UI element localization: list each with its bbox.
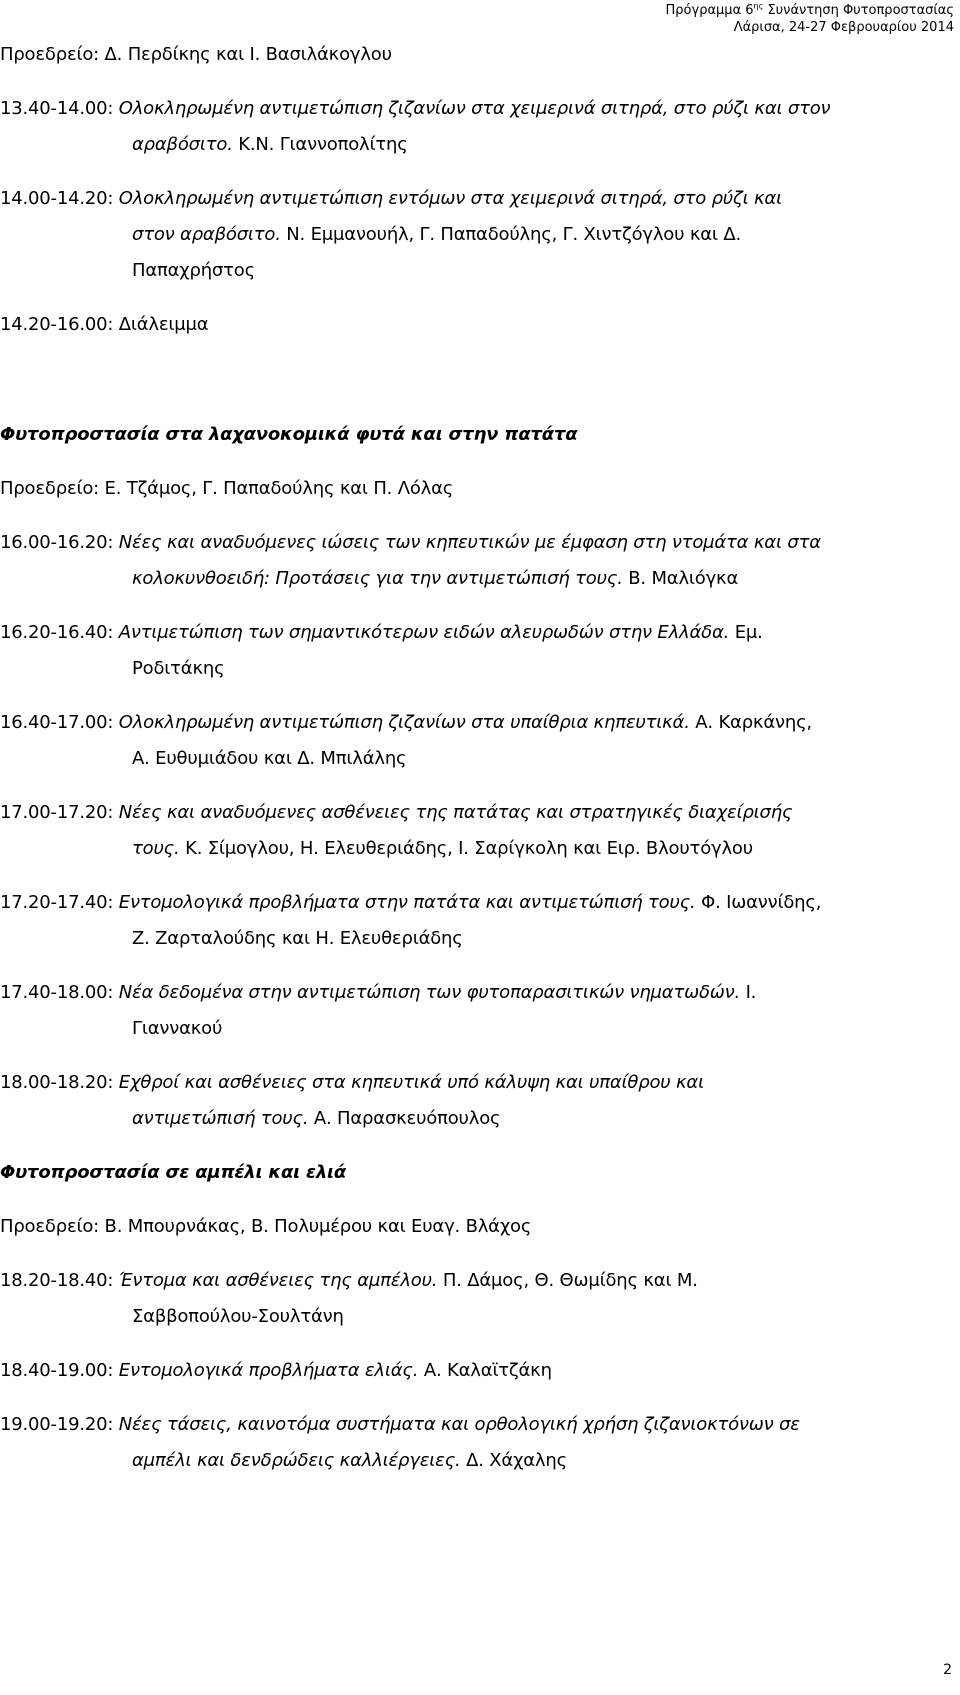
talk-6-cont: τους. Κ. Σίμογλου, Η. Ελευθεριάδης, Ι. Σαρίγκολη και Ειρ. Βλουτόγλου (132, 838, 753, 859)
talk-2-authors: Παπαχρήστος (132, 260, 255, 281)
talk-9: 18.00-18.20: Εχθροί και ασθένειες στα κηπευτικά υπό κάλυψη και υπαίθρου και (0, 1072, 704, 1093)
talk-1-cont: αραβόσιτο. Κ.Ν. Γιαννοπολίτης (132, 134, 408, 155)
header-line-2: Λάρισα, 24-27 Φεβρουαρίου 2014 (733, 20, 954, 35)
talk-9-cont: αντιμετώπισή τους. Α. Παρασκευόπουλος (132, 1108, 501, 1129)
page-number: 2 (943, 1662, 952, 1678)
talk-4-authors: Ροδιτάκης (132, 658, 225, 679)
chair-2: Προεδρείο: Ε. Τζάμος, Γ. Παπαδούλης και Π. Λόλας (0, 478, 454, 499)
talk-12: 19.00-19.20: Νέες τάσεις, καινοτόμα συστήματα και ορθολογική χρήση ζιζανιοκτόνων σε (0, 1414, 800, 1435)
talk-5-authors: Α. Ευθυμιάδου και Δ. Μπιλάλης (132, 748, 407, 769)
talk-7: 17.20-17.40: Εντομολογικά προβλήματα στην πατάτα και αντιμετώπισή τους. Φ. Ιωαννίδης, (0, 892, 822, 913)
talk-4: 16.20-16.40: Αντιμετώπιση των σημαντικότερων ειδών αλευρωδών στην Ελλάδα. Εμ. (0, 622, 763, 643)
talk-2-cont: στον αραβόσιτο. Ν. Εμμανουήλ, Γ. Παπαδούλης, Γ. Χιντζόγλου και Δ. (132, 224, 741, 245)
talk-7-authors: Ζ. Ζαρταλούδης και Η. Ελευθεριάδης (132, 928, 463, 949)
talk-6: 17.00-17.20: Νέες και αναδυόμενες ασθένειες της πατάτας και στρατηγικές διαχείρισής (0, 802, 793, 823)
talk-3-cont: κολοκυνθοειδή: Προτάσεις για την αντιμετώπισή τους. Β. Μαλιόγκα (132, 568, 739, 589)
section-heading-vegetables: Φυτοπροστασία στα λαχανοκομικά φυτά και στην πατάτα (0, 424, 578, 445)
break: 14.20-16.00: Διάλειμμα (0, 314, 209, 335)
header-line-1: Πρόγραμμα $6^{\eta\varsigma}$ Συνάντηση Φυτοπροστασίας (665, 1, 954, 18)
running-header (666, 2, 954, 36)
talk-5: 16.40-17.00: Ολοκληρωμένη αντιμετώπιση ζιζανίων στα υπαίθρια κηπευτικά. Α. Καρκάνης, (0, 712, 812, 733)
talk-2: 14.00-14.20: Ολοκληρωμένη αντιμετώπιση εντόμων στα χειμερινά σιτηρά, στο ρύζι και (0, 188, 782, 209)
section-heading-vine-olive: Φυτοπροστασία σε αμπέλι και ελιά (0, 1162, 347, 1183)
talk-8-authors: Γιαννακού (132, 1018, 223, 1039)
chair-1: Προεδρείο: Δ. Περδίκης και Ι. Βασιλάκογλου (0, 44, 392, 65)
chair-3: Προεδρείο: Β. Μπουρνάκας, Β. Πολυμέρου και Ευαγ. Βλάχος (0, 1216, 532, 1237)
talk-10: 18.20-18.40: Έντομα και ασθένειες της αμπέλου. Π. Δάμος, Θ. Θωμίδης και Μ. (0, 1270, 698, 1291)
talk-12-cont: αμπέλι και δενδρώδεις καλλιέργειες. Δ. Χάχαλης (132, 1450, 567, 1471)
talk-3: 16.00-16.20: Νέες και αναδυόμενες ιώσεις των κηπευτικών με έμφαση στη ντομάτα και στα (0, 532, 821, 553)
talk-10-authors: Σαββοπούλου-Σουλτάνη (132, 1306, 344, 1327)
talk-11: 18.40-19.00: Εντομολογικά προβλήματα ελιάς. Α. Καλαϊτζάκη (0, 1360, 552, 1381)
talk-1: 13.40-14.00: Ολοκληρωμένη αντιμετώπιση ζιζανίων στα χειμερινά σιτηρά, στο ρύζι και στον (0, 98, 831, 119)
talk-8: 17.40-18.00: Νέα δεδομένα στην αντιμετώπιση των φυτοπαρασιτικών νηματωδών. Ι. (0, 982, 757, 1003)
